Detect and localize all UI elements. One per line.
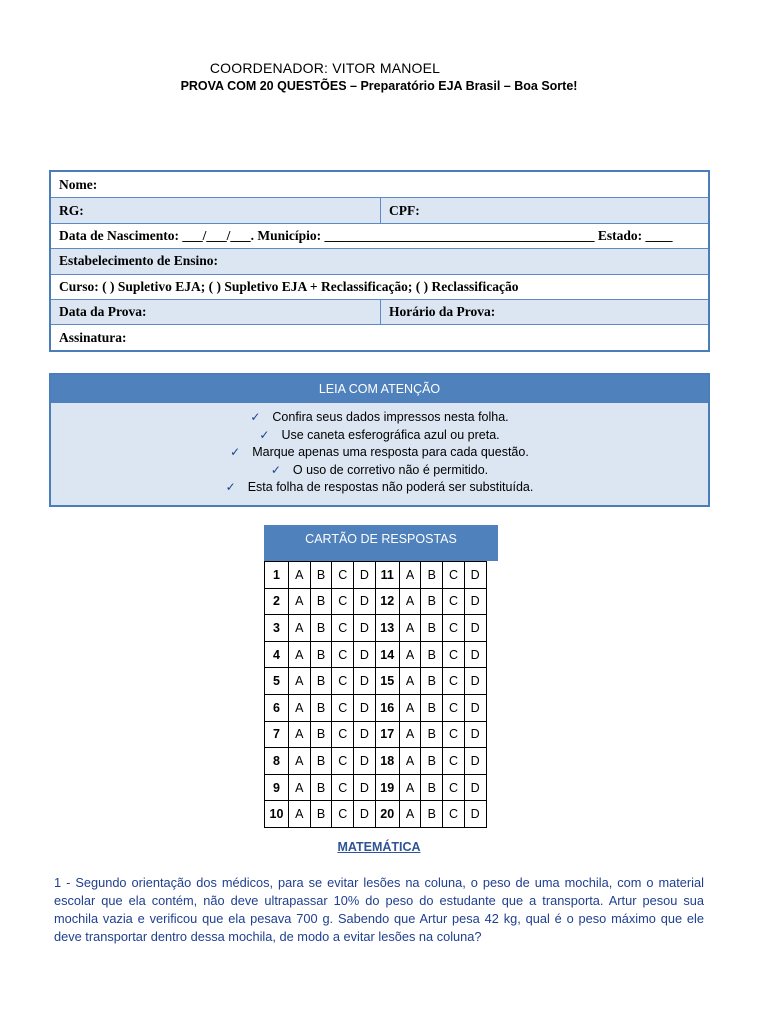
question-number: 8 <box>265 748 289 775</box>
answer-bubble[interactable]: D <box>354 615 376 642</box>
answer-bubble[interactable]: C <box>332 801 354 828</box>
answer-bubble[interactable]: A <box>399 721 421 748</box>
answer-bubble[interactable]: B <box>310 748 332 775</box>
answer-row <box>265 694 487 721</box>
checkmark-icon: ✓ <box>250 410 261 424</box>
answer-bubble[interactable]: C <box>443 694 465 721</box>
birth-row <box>51 223 708 248</box>
answer-bubble[interactable]: D <box>354 801 376 828</box>
answer-bubble[interactable]: D <box>354 721 376 748</box>
answer-bubble[interactable]: C <box>443 615 465 642</box>
instructions-box <box>49 373 710 507</box>
answer-bubble[interactable]: B <box>421 668 443 695</box>
answer-bubble[interactable]: A <box>289 801 311 828</box>
instruction-text: Confira seus dados impressos nesta folha. <box>272 410 509 424</box>
answer-bubble[interactable]: B <box>310 801 332 828</box>
instruction-item <box>51 444 708 462</box>
course-row <box>51 274 708 299</box>
answer-bubble[interactable]: C <box>332 562 354 589</box>
answer-bubble[interactable]: B <box>421 641 443 668</box>
instruction-text: Marque apenas uma resposta para cada questão. <box>252 445 529 460</box>
answer-bubble[interactable]: A <box>289 588 311 615</box>
answer-bubble[interactable]: C <box>443 801 465 828</box>
answer-bubble[interactable]: B <box>310 615 332 642</box>
answer-grid <box>264 561 487 828</box>
question-number: 13 <box>375 615 399 642</box>
name-field[interactable]: Nome: <box>59 176 98 192</box>
exam-time-field[interactable]: Horário da Prova: <box>389 304 496 320</box>
answer-bubble[interactable]: D <box>464 588 486 615</box>
answer-bubble[interactable]: B <box>421 801 443 828</box>
answer-bubble[interactable]: A <box>399 694 421 721</box>
answer-bubble[interactable]: A <box>289 641 311 668</box>
answer-bubble[interactable]: C <box>443 562 465 589</box>
answer-bubble[interactable]: C <box>443 668 465 695</box>
answer-bubble[interactable]: D <box>354 774 376 801</box>
coordinator-line: COORDENADOR: VITOR MANOEL <box>209 60 441 76</box>
answer-bubble[interactable]: D <box>464 641 486 668</box>
answer-bubble[interactable]: A <box>399 668 421 695</box>
answer-bubble[interactable]: A <box>289 748 311 775</box>
answer-bubble[interactable]: B <box>310 588 332 615</box>
answer-bubble[interactable]: D <box>464 748 486 775</box>
answer-bubble[interactable]: A <box>289 694 311 721</box>
answer-bubble[interactable]: A <box>289 562 311 589</box>
answer-bubble[interactable]: B <box>421 588 443 615</box>
answer-bubble[interactable]: D <box>464 801 486 828</box>
answer-bubble[interactable]: A <box>289 668 311 695</box>
cpf-field[interactable]: CPF: <box>389 202 420 218</box>
instructions-list <box>51 403 708 505</box>
question-number: 5 <box>265 668 289 695</box>
question-number: 3 <box>265 615 289 642</box>
checkmark-icon: ✓ <box>225 480 236 495</box>
question-number: 14 <box>375 641 399 668</box>
question-number: 2 <box>265 588 289 615</box>
answer-row <box>265 588 487 615</box>
answer-bubble[interactable]: D <box>464 562 486 589</box>
answer-bubble[interactable]: B <box>421 748 443 775</box>
question-number: 9 <box>265 774 289 801</box>
answer-bubble[interactable]: B <box>310 641 332 668</box>
question-number: 17 <box>375 721 399 748</box>
answer-bubble[interactable]: D <box>354 641 376 668</box>
checkmark-icon: ✓ <box>259 427 270 442</box>
answer-bubble[interactable]: B <box>421 721 443 748</box>
question-number: 15 <box>375 668 399 695</box>
answer-bubble[interactable]: B <box>310 562 332 589</box>
answer-bubble[interactable]: C <box>443 774 465 801</box>
answer-bubble[interactable]: C <box>443 721 465 748</box>
answer-bubble[interactable]: D <box>464 774 486 801</box>
question-number: 6 <box>265 694 289 721</box>
answer-bubble[interactable]: C <box>332 694 354 721</box>
answer-bubble[interactable]: A <box>289 615 311 642</box>
name-row <box>51 172 708 197</box>
exam-title: PROVA COM 20 QUESTÕES – Preparatório EJA Brasil – Boa Sorte! <box>180 79 578 93</box>
answer-bubble[interactable]: A <box>399 588 421 615</box>
instruction-item <box>51 462 708 480</box>
answer-bubble[interactable]: D <box>354 668 376 695</box>
answer-bubble[interactable]: D <box>464 694 486 721</box>
course-options[interactable]: Curso: ( ) Supletivo EJA; ( ) Supletivo EJA + Reclassificação; ( ) Reclassificação <box>59 278 519 294</box>
answer-bubble[interactable]: A <box>399 641 421 668</box>
answer-bubble[interactable]: A <box>399 774 421 801</box>
answer-row <box>265 801 487 828</box>
signature-field[interactable]: Assinatura: <box>59 329 127 345</box>
answer-bubble[interactable]: C <box>443 588 465 615</box>
instruction-item <box>51 479 708 497</box>
answer-bubble[interactable]: B <box>310 774 332 801</box>
answer-bubble[interactable]: B <box>421 562 443 589</box>
answer-bubble[interactable]: C <box>443 748 465 775</box>
answer-row <box>265 615 487 642</box>
answer-bubble[interactable]: D <box>354 588 376 615</box>
answer-bubble[interactable]: D <box>354 562 376 589</box>
answer-bubble[interactable]: D <box>354 694 376 721</box>
question-number: 12 <box>375 588 399 615</box>
instructions-title: LEIA COM ATENÇÃO <box>51 375 708 403</box>
answer-bubble[interactable]: C <box>332 588 354 615</box>
answer-row <box>265 641 487 668</box>
question-1: 1 - Segundo orientação dos médicos, para se evitar lesões na coluna, o peso de uma mochila, com o material escolar que ela contém, não deve ultrapassar 10% do peso do estudante que a transporta. Artur pesou sua mochila vazia e verificou que ela pesava 700 g. Sabendo que Artur pesa 42 kg, qual é o peso máximo que ele deve transportar dentro dessa mochila, de modo a evitar lesões na coluna? <box>54 875 704 944</box>
instruction-item <box>51 409 708 427</box>
school-row <box>51 248 708 273</box>
answer-bubble[interactable]: C <box>332 668 354 695</box>
question-number: 4 <box>265 641 289 668</box>
instruction-text: Use caneta esferográfica azul ou preta. <box>281 427 500 442</box>
exam-datetime-row <box>51 299 708 324</box>
instruction-item <box>51 427 708 445</box>
answer-row <box>265 562 487 589</box>
answer-bubble[interactable]: A <box>399 801 421 828</box>
checkmark-icon: ✓ <box>270 462 281 477</box>
question-number: 18 <box>375 748 399 775</box>
answer-bubble[interactable]: D <box>354 748 376 775</box>
answer-bubble[interactable]: B <box>310 721 332 748</box>
answer-row <box>265 774 487 801</box>
question-number: 20 <box>375 801 399 828</box>
question-number: 7 <box>265 721 289 748</box>
answer-row <box>265 748 487 775</box>
birth-city-state-field[interactable]: Data de Nascimento: ___/___/___. Município: ________________________________________ Estado: ____ <box>59 227 673 243</box>
instruction-text: Esta folha de respostas não poderá ser substituída. <box>247 480 534 495</box>
answer-bubble[interactable]: D <box>464 721 486 748</box>
checkmark-icon: ✓ <box>230 445 241 460</box>
answer-bubble[interactable]: C <box>332 615 354 642</box>
answer-bubble[interactable]: C <box>332 641 354 668</box>
answer-bubble[interactable]: B <box>310 694 332 721</box>
question-number: 11 <box>375 562 399 589</box>
answer-bubble[interactable]: A <box>399 562 421 589</box>
question-number: 19 <box>375 774 399 801</box>
answer-bubble[interactable]: A <box>399 615 421 642</box>
answer-bubble[interactable]: A <box>289 721 311 748</box>
answer-row <box>265 668 487 695</box>
answer-bubble[interactable]: C <box>332 774 354 801</box>
answer-card-title: CARTÃO DE RESPOSTAS <box>264 525 498 561</box>
school-field[interactable]: Estabelecimento de Ensino: <box>59 253 219 269</box>
signature-row <box>51 324 708 349</box>
answer-bubble[interactable]: A <box>289 774 311 801</box>
answer-bubble[interactable]: C <box>332 748 354 775</box>
student-info-form <box>49 170 710 352</box>
exam-date-field[interactable]: Data da Prova: <box>51 300 381 324</box>
answer-bubble[interactable]: D <box>464 615 486 642</box>
answer-bubble[interactable]: B <box>421 615 443 642</box>
answer-bubble[interactable]: C <box>332 721 354 748</box>
answer-row <box>265 721 487 748</box>
question-number: 16 <box>375 694 399 721</box>
answer-bubble[interactable]: A <box>399 748 421 775</box>
answer-bubble[interactable]: B <box>310 668 332 695</box>
question-number: 10 <box>265 801 289 828</box>
answer-bubble[interactable]: B <box>421 694 443 721</box>
section-title: MATEMÁTICA <box>337 840 421 854</box>
id-row <box>51 197 708 222</box>
rg-field[interactable]: RG: <box>51 198 381 222</box>
answer-bubble[interactable]: B <box>421 774 443 801</box>
answer-bubble[interactable]: C <box>443 641 465 668</box>
instruction-text: O uso de corretivo não é permitido. <box>292 462 489 477</box>
answer-bubble[interactable]: D <box>464 668 486 695</box>
question-number: 1 <box>265 562 289 589</box>
